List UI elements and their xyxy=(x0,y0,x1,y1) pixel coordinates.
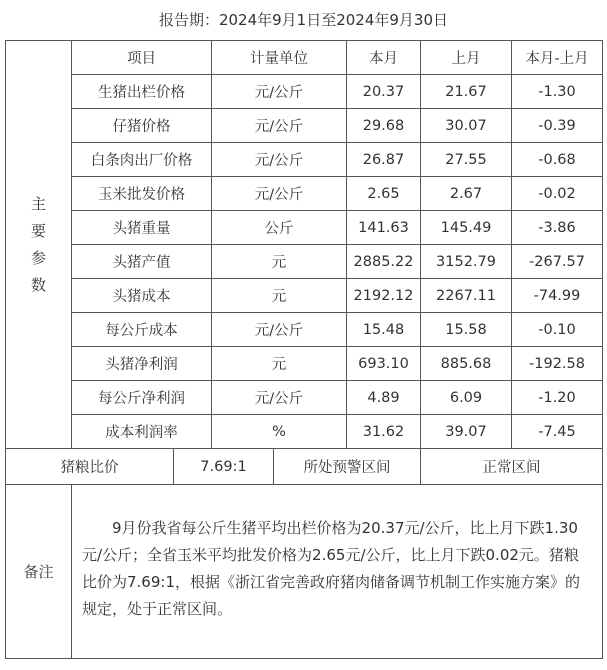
section-label xyxy=(6,41,72,449)
row-unit: 元/公斤 xyxy=(212,75,347,109)
row-item: 每公斤成本 xyxy=(72,313,212,347)
row-unit: 元/公斤 xyxy=(212,109,347,143)
warning-zone-label: 所处预警区间 xyxy=(274,449,421,485)
row-previous: 30.07 xyxy=(421,109,512,143)
table-row xyxy=(6,347,603,381)
section-label-char: 要 xyxy=(30,221,46,240)
row-item: 头猪产值 xyxy=(72,245,212,279)
row-previous: 2267.11 xyxy=(421,279,512,313)
header-current: 本月 xyxy=(347,41,421,75)
header-unit: 计量单位 xyxy=(212,41,347,75)
row-current: 29.68 xyxy=(347,109,421,143)
row-item: 仔猪价格 xyxy=(72,109,212,143)
row-diff: -192.58 xyxy=(512,347,603,381)
row-previous: 6.09 xyxy=(421,381,512,415)
row-item: 白条肉出厂价格 xyxy=(72,143,212,177)
row-current: 31.62 xyxy=(347,415,421,449)
row-item: 头猪成本 xyxy=(72,279,212,313)
row-diff: -7.45 xyxy=(512,415,603,449)
row-current: 20.37 xyxy=(347,75,421,109)
remarks-cell xyxy=(72,485,603,659)
table-row xyxy=(6,211,603,245)
row-previous: 885.68 xyxy=(421,347,512,381)
row-current: 693.10 xyxy=(347,347,421,381)
table-row xyxy=(6,245,603,279)
row-previous: 39.07 xyxy=(421,415,512,449)
row-unit: % xyxy=(212,415,347,449)
row-diff: -0.10 xyxy=(512,313,603,347)
row-previous: 2.67 xyxy=(421,177,512,211)
row-previous: 21.67 xyxy=(421,75,512,109)
remarks-text: 9月份我省每公斤生猪平均出栏价格为20.37元/公斤，比上月下跌1.30元/公斤；全省玉米平均批发价格为2.65元/公斤，比上月下跌0.02元。猪粮比价为7.69:1，根据《浙江省完善政府猪肉储备调节机制工作实施方案》的规定，处于正常区间。 xyxy=(82,519,580,618)
row-current: 26.87 xyxy=(347,143,421,177)
ratio-row xyxy=(6,449,603,485)
ratio-label: 猪粮比价 xyxy=(6,449,174,485)
row-item: 生猪出栏价格 xyxy=(72,75,212,109)
table-row xyxy=(6,143,603,177)
table-row xyxy=(6,313,603,347)
row-diff: -3.86 xyxy=(512,211,603,245)
remarks-row xyxy=(6,485,603,659)
row-unit: 公斤 xyxy=(212,211,347,245)
section-label-char: 数 xyxy=(30,275,46,294)
table-row xyxy=(6,109,603,143)
header-item: 项目 xyxy=(72,41,212,75)
report-period: 报告期：2024年9月1日至2024年9月30日 xyxy=(158,11,449,29)
warning-zone-value: 正常区间 xyxy=(421,449,603,485)
row-current: 4.89 xyxy=(347,381,421,415)
ratio-value: 7.69:1 xyxy=(174,449,274,485)
row-previous: 27.55 xyxy=(421,143,512,177)
row-item: 每公斤净利润 xyxy=(72,381,212,415)
row-current: 141.63 xyxy=(347,211,421,245)
row-previous: 3152.79 xyxy=(421,245,512,279)
table-row xyxy=(6,177,603,211)
header-row xyxy=(6,41,603,75)
row-diff: -0.39 xyxy=(512,109,603,143)
row-diff: -1.30 xyxy=(512,75,603,109)
row-item: 头猪净利润 xyxy=(72,347,212,381)
row-item: 成本利润率 xyxy=(72,415,212,449)
row-item: 头猪重量 xyxy=(72,211,212,245)
row-diff: -0.68 xyxy=(512,143,603,177)
row-diff: -1.20 xyxy=(512,381,603,415)
remarks-label: 备注 xyxy=(6,485,72,659)
row-previous: 145.49 xyxy=(421,211,512,245)
table-row xyxy=(6,415,603,449)
row-previous: 15.58 xyxy=(421,313,512,347)
row-current: 15.48 xyxy=(347,313,421,347)
row-unit: 元/公斤 xyxy=(212,177,347,211)
section-label-char: 主 xyxy=(30,194,46,213)
row-diff: -267.57 xyxy=(512,245,603,279)
header-diff: 本月-上月 xyxy=(512,41,603,75)
row-current: 2.65 xyxy=(347,177,421,211)
section-label-char: 参 xyxy=(30,248,46,267)
row-current: 2192.12 xyxy=(347,279,421,313)
row-diff: -0.02 xyxy=(512,177,603,211)
pig-price-report-table xyxy=(5,40,603,659)
row-unit: 元/公斤 xyxy=(212,143,347,177)
table-row xyxy=(6,381,603,415)
row-diff: -74.99 xyxy=(512,279,603,313)
row-unit: 元 xyxy=(212,279,347,313)
row-unit: 元 xyxy=(212,245,347,279)
row-unit: 元/公斤 xyxy=(212,313,347,347)
header-previous: 上月 xyxy=(421,41,512,75)
row-item: 玉米批发价格 xyxy=(72,177,212,211)
row-current: 2885.22 xyxy=(347,245,421,279)
table-row xyxy=(6,279,603,313)
row-unit: 元 xyxy=(212,347,347,381)
table-row xyxy=(6,75,603,109)
row-unit: 元/公斤 xyxy=(212,381,347,415)
